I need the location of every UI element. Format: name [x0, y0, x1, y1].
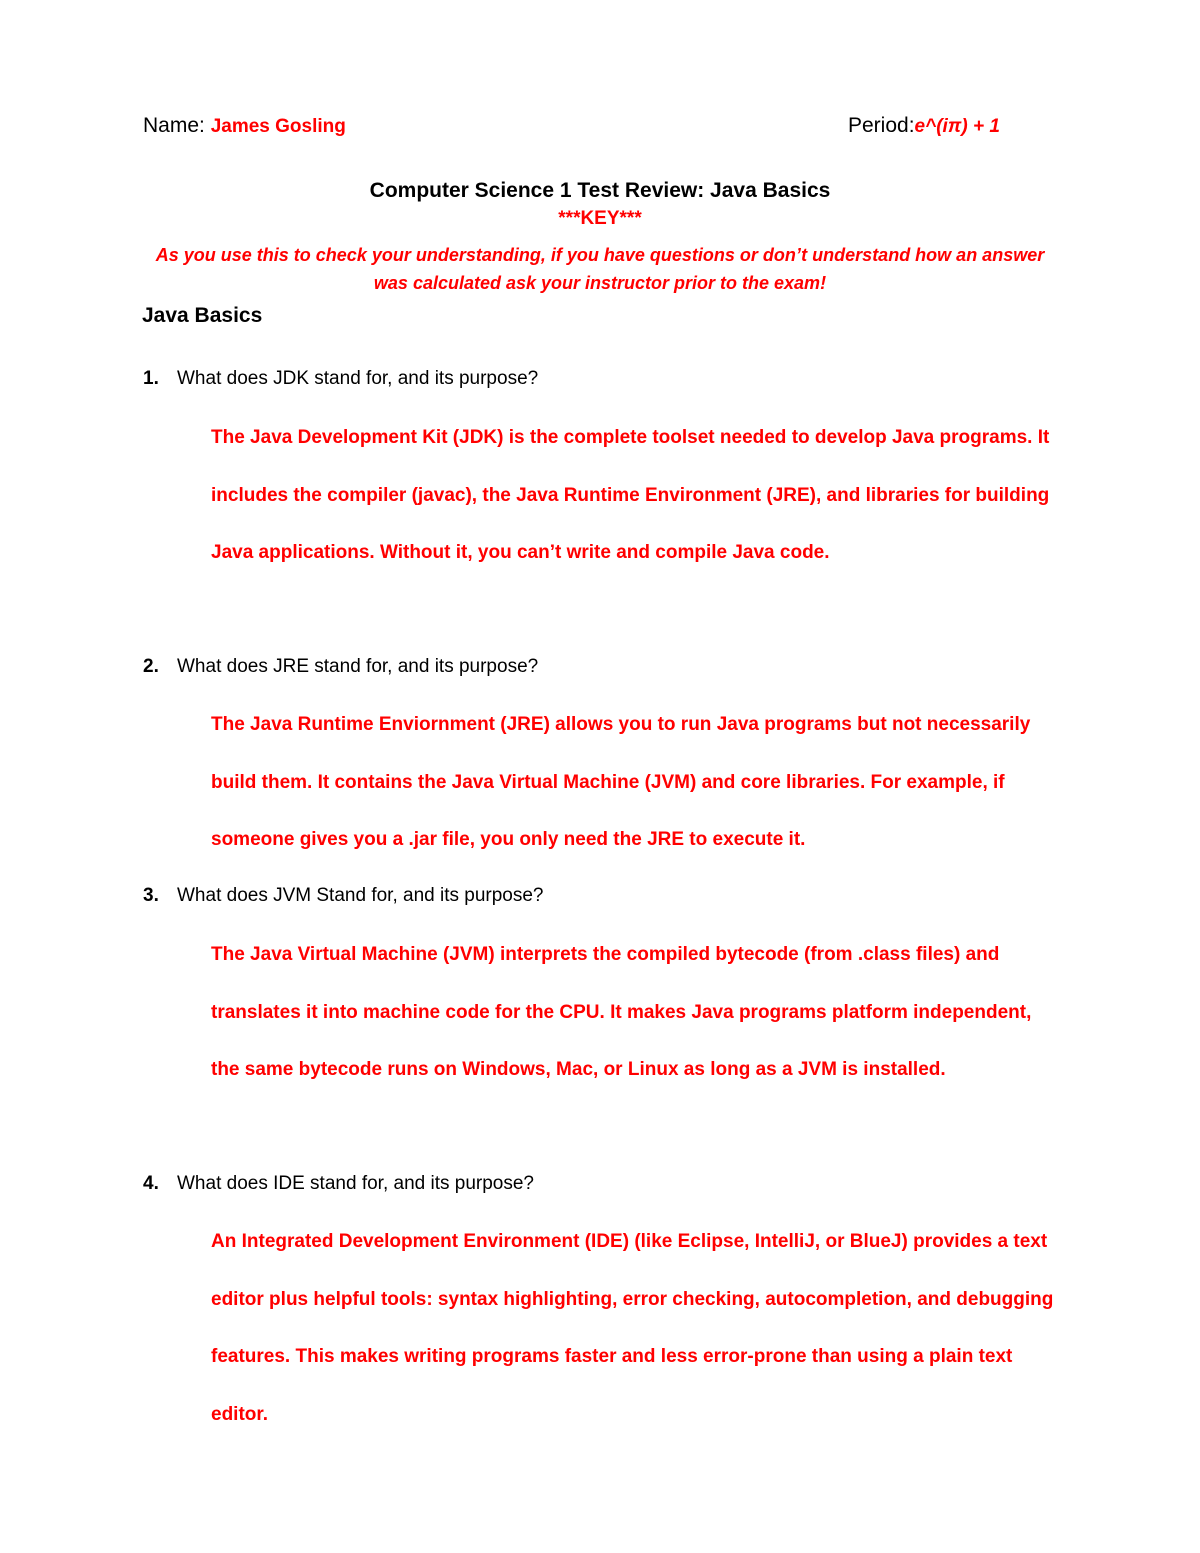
answer-2: The Java Runtime Enviornment (JRE) allows you to run Java programs but not necessarily build them. It contains the Java Virtual Machine (JVM) and core libraries. For example, if someone gives you a .jar file, you only need the JRE to execute it.	[211, 714, 1031, 850]
question-text: What does JVM Stand for, and its purpose?	[177, 885, 544, 906]
period-field	[848, 112, 1000, 141]
question-number: 4.	[143, 1173, 159, 1194]
question-3	[143, 883, 543, 909]
answer-4: An Integrated Development Environment (IDE) (like Eclipse, IntelliJ, or BlueJ) provides a text editor plus helpful tools: syntax highlighting, error checking, autocompletion, and debugging features. This makes writing programs faster and less error-prone than using a plain text editor.	[211, 1231, 1054, 1425]
period-value: e^(iπ) + 1	[914, 116, 1000, 137]
question-text: What does JRE stand for, and its purpose?	[177, 656, 539, 677]
question-number: 1.	[143, 368, 159, 389]
period-label: Period:	[848, 114, 915, 137]
name-label: Name:	[143, 114, 205, 137]
section-heading: Java Basics	[142, 304, 263, 327]
instruction-note: As you use this to check your understanding, if you have questions or don’t understand how an answer was calculated ask your instructor prior to the exam!	[155, 245, 1045, 293]
name-value: James Gosling	[210, 116, 346, 137]
question-text: What does JDK stand for, and its purpose?	[177, 368, 539, 389]
name-field	[143, 112, 346, 141]
question-number: 3.	[143, 885, 159, 906]
question-2	[143, 654, 538, 680]
answer-3: The Java Virtual Machine (JVM) interprets the compiled bytecode (from .class files) and translates it into machine code for the CPU. It makes Java programs platform independent, the same bytecode runs on Windows, Mac, or Linux as long as a JVM is installed.	[211, 944, 1032, 1080]
document-title: Computer Science 1 Test Review: Java Basics	[369, 179, 831, 202]
question-number: 2.	[143, 656, 159, 677]
question-1	[143, 366, 538, 392]
question-text: What does IDE stand for, and its purpose?	[177, 1173, 534, 1194]
answer-1: The Java Development Kit (JDK) is the complete toolset needed to develop Java programs. It includes the compiler (javac), the Java Runtime Environment (JRE), and libraries for building Java applications. Without it, you can’t write and compile Java code.	[211, 427, 1050, 563]
question-4	[143, 1171, 534, 1197]
key-label: ***KEY***	[558, 208, 642, 229]
